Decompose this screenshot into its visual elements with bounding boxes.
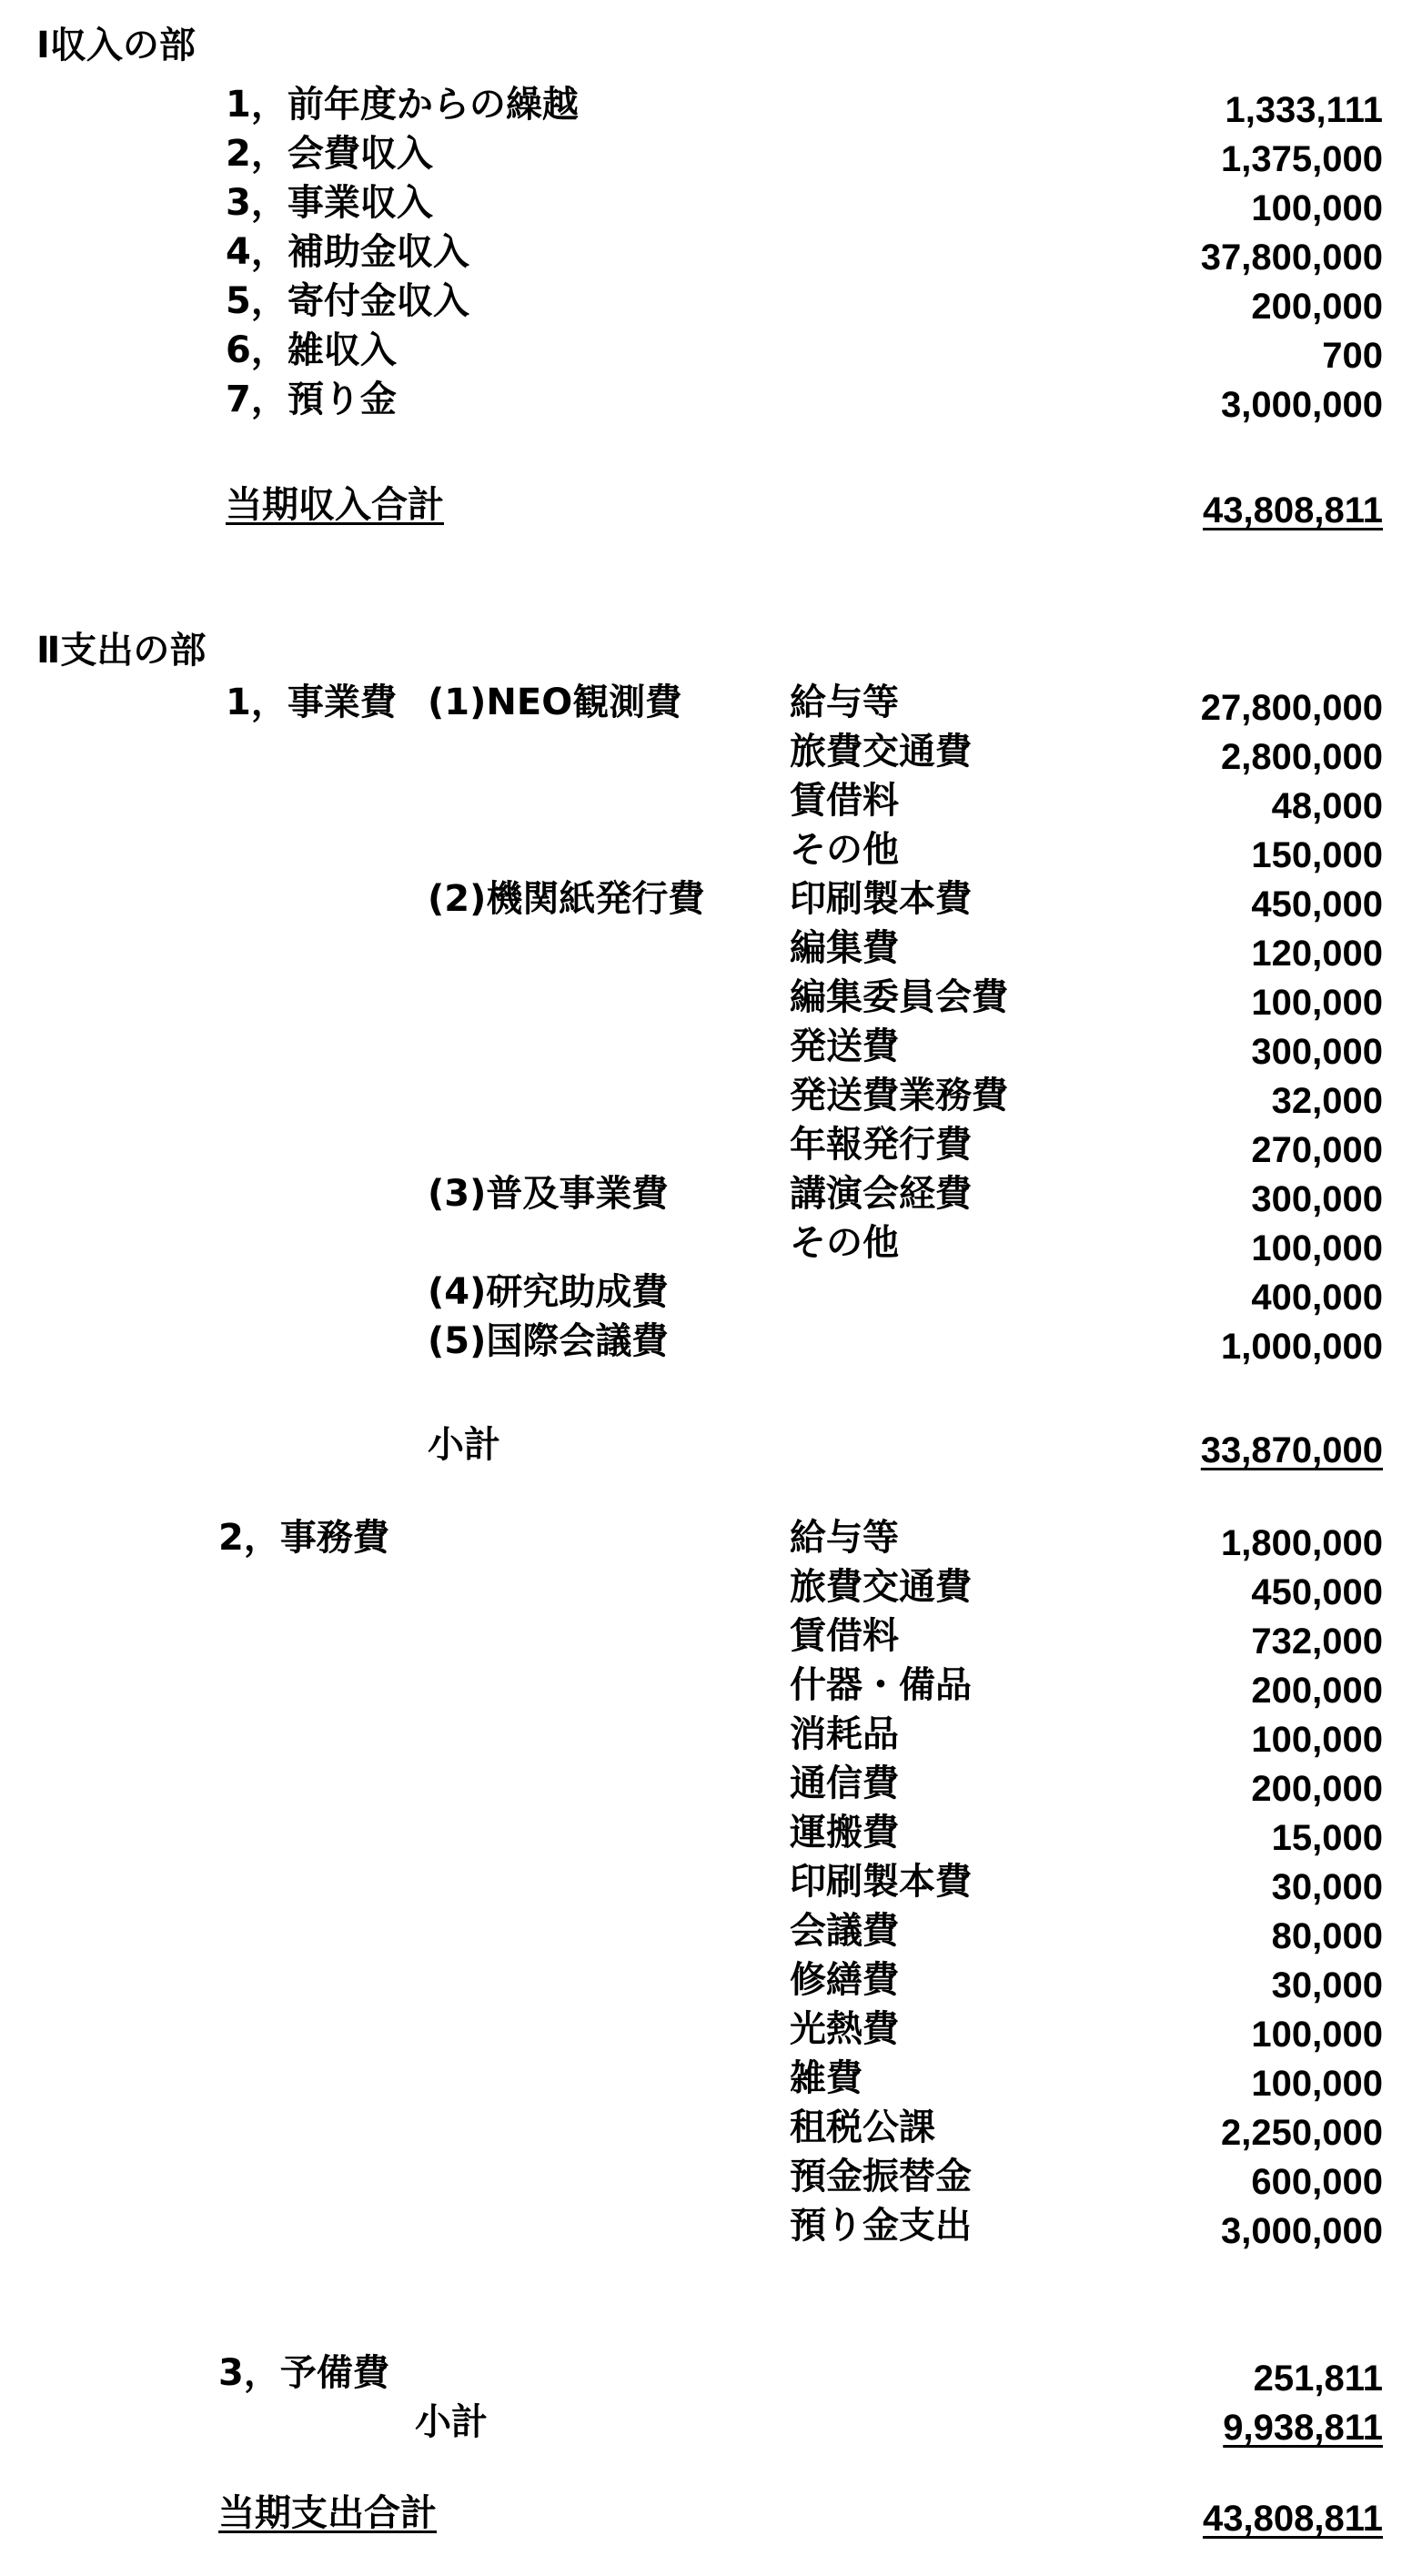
expense-amount: 100,000 bbox=[1251, 1228, 1383, 1268]
expense-amount: 1,000,000 bbox=[1221, 1327, 1383, 1367]
income-item-label: 5，寄付金収入 bbox=[226, 280, 469, 322]
income-total-amount: 43,808,811 bbox=[1203, 490, 1383, 530]
income-item-amount: 37,800,000 bbox=[1200, 237, 1383, 278]
expense-group-name: (2)機関紙発行費 bbox=[428, 878, 705, 920]
expense-item: その他 bbox=[790, 829, 899, 871]
expense-item: 消耗品 bbox=[790, 1713, 899, 1755]
expense-item: 租税公課 bbox=[790, 2106, 935, 2148]
expense-item: 編集委員会費 bbox=[790, 976, 1008, 1018]
expense-amount: 15,000 bbox=[1271, 1818, 1383, 1858]
reserve-expense-label: 3，予備費 bbox=[218, 2352, 389, 2394]
expense-item: 預金振替金 bbox=[790, 2156, 972, 2197]
office-subtotal-amount: 9,938,811 bbox=[1223, 2408, 1383, 2448]
expense-amount: 1,800,000 bbox=[1221, 1523, 1383, 1563]
expense-amount: 32,000 bbox=[1271, 1081, 1383, 1121]
expense-item: 年報発行費 bbox=[790, 1124, 972, 1166]
income-item-amount: 3,000,000 bbox=[1221, 385, 1383, 425]
expense-amount: 100,000 bbox=[1251, 2015, 1383, 2055]
expense-amount: 2,800,000 bbox=[1221, 737, 1383, 777]
business-subtotal-amount: 33,870,000 bbox=[1200, 1430, 1383, 1470]
expense-amount: 150,000 bbox=[1251, 835, 1383, 875]
expense-amount: 120,000 bbox=[1251, 934, 1383, 974]
expense-item: 雑費 bbox=[790, 2057, 862, 2099]
expense-item: 旅費交通費 bbox=[790, 731, 972, 773]
expense-item: 光熱費 bbox=[790, 2008, 899, 2050]
income-item-label: 4，補助金収入 bbox=[226, 231, 469, 273]
expense-item: 預り金支出 bbox=[790, 2205, 972, 2247]
business-subtotal-label: 小計 bbox=[428, 1424, 500, 1466]
income-item-amount: 100,000 bbox=[1251, 188, 1383, 228]
business-expense-label: 1，事業費 bbox=[226, 682, 397, 723]
expense-amount: 30,000 bbox=[1271, 1965, 1383, 2005]
income-item-amount: 1,333,111 bbox=[1225, 90, 1383, 130]
reserve-amount: 251,811 bbox=[1253, 2359, 1383, 2399]
expense-item: 賃借料 bbox=[790, 780, 899, 822]
income-item-amount: 1,375,000 bbox=[1221, 139, 1383, 179]
expense-amount: 80,000 bbox=[1271, 1916, 1383, 1956]
income-item-label: 6，雑収入 bbox=[226, 329, 397, 371]
expense-amount: 300,000 bbox=[1251, 1179, 1383, 1219]
expense-amount: 600,000 bbox=[1251, 2162, 1383, 2202]
expense-item: 発送費業務費 bbox=[790, 1075, 1008, 1116]
expense-item: 賃借料 bbox=[790, 1615, 899, 1657]
expense-item: 修繕費 bbox=[790, 1959, 899, 2001]
expense-amount: 3,000,000 bbox=[1221, 2211, 1383, 2251]
expense-amount: 48,000 bbox=[1271, 786, 1383, 826]
expense-group-name: (1)NEO観測費 bbox=[428, 682, 682, 723]
expense-amount: 27,800,000 bbox=[1200, 688, 1383, 728]
expense-item: 給与等 bbox=[790, 682, 899, 723]
expense-amount: 450,000 bbox=[1251, 1572, 1383, 1612]
expense-amount: 300,000 bbox=[1251, 1032, 1383, 1072]
expense-total-amount: 43,808,811 bbox=[1203, 2499, 1383, 2539]
expense-amount: 100,000 bbox=[1251, 2064, 1383, 2104]
expense-group-name: (3)普及事業費 bbox=[428, 1173, 669, 1215]
expense-amount: 732,000 bbox=[1251, 1621, 1383, 1662]
expense-amount: 400,000 bbox=[1251, 1278, 1383, 1318]
expense-item: 運搬費 bbox=[790, 1812, 899, 1854]
expense-amount: 200,000 bbox=[1251, 1769, 1383, 1809]
expense-item: その他 bbox=[790, 1222, 899, 1264]
expense-total-label: 当期支出合計 bbox=[218, 2492, 437, 2534]
expense-group-name: (5)国際会議費 bbox=[428, 1320, 669, 1362]
expense-amount: 200,000 bbox=[1251, 1671, 1383, 1711]
office-subtotal-label: 小計 bbox=[415, 2401, 488, 2443]
expense-group-name: (4)研究助成費 bbox=[428, 1271, 669, 1313]
income-item-label: 7，預り金 bbox=[226, 379, 397, 420]
expense-heading: Ⅱ支出の部 bbox=[36, 630, 207, 672]
expense-item: 発送費 bbox=[790, 1025, 899, 1067]
income-item-amount: 200,000 bbox=[1251, 287, 1383, 327]
income-heading: Ⅰ収入の部 bbox=[36, 25, 196, 66]
expense-amount: 100,000 bbox=[1251, 983, 1383, 1023]
expense-item: 什器・備品 bbox=[790, 1664, 972, 1706]
expense-item: 旅費交通費 bbox=[790, 1566, 972, 1608]
expense-item: 通信費 bbox=[790, 1763, 899, 1804]
income-item-label: 2，会費収入 bbox=[226, 133, 433, 175]
expense-item: 印刷製本費 bbox=[790, 878, 972, 920]
expense-item: 講演会経費 bbox=[790, 1173, 972, 1215]
expense-amount: 100,000 bbox=[1251, 1720, 1383, 1760]
expense-amount: 450,000 bbox=[1251, 884, 1383, 924]
income-item-label: 3，事業収入 bbox=[226, 182, 433, 224]
office-expense-label: 2，事務費 bbox=[218, 1517, 389, 1559]
expense-amount: 270,000 bbox=[1251, 1130, 1383, 1170]
expense-item: 編集費 bbox=[790, 927, 899, 969]
expense-item: 印刷製本費 bbox=[790, 1861, 972, 1903]
income-item-amount: 700 bbox=[1322, 336, 1383, 376]
income-item-label: 1，前年度からの繰越 bbox=[226, 84, 579, 126]
expense-item: 会議費 bbox=[790, 1910, 899, 1952]
income-total-label: 当期収入合計 bbox=[226, 484, 444, 526]
expense-amount: 30,000 bbox=[1271, 1867, 1383, 1907]
expense-item: 給与等 bbox=[790, 1517, 899, 1559]
expense-amount: 2,250,000 bbox=[1221, 2113, 1383, 2153]
